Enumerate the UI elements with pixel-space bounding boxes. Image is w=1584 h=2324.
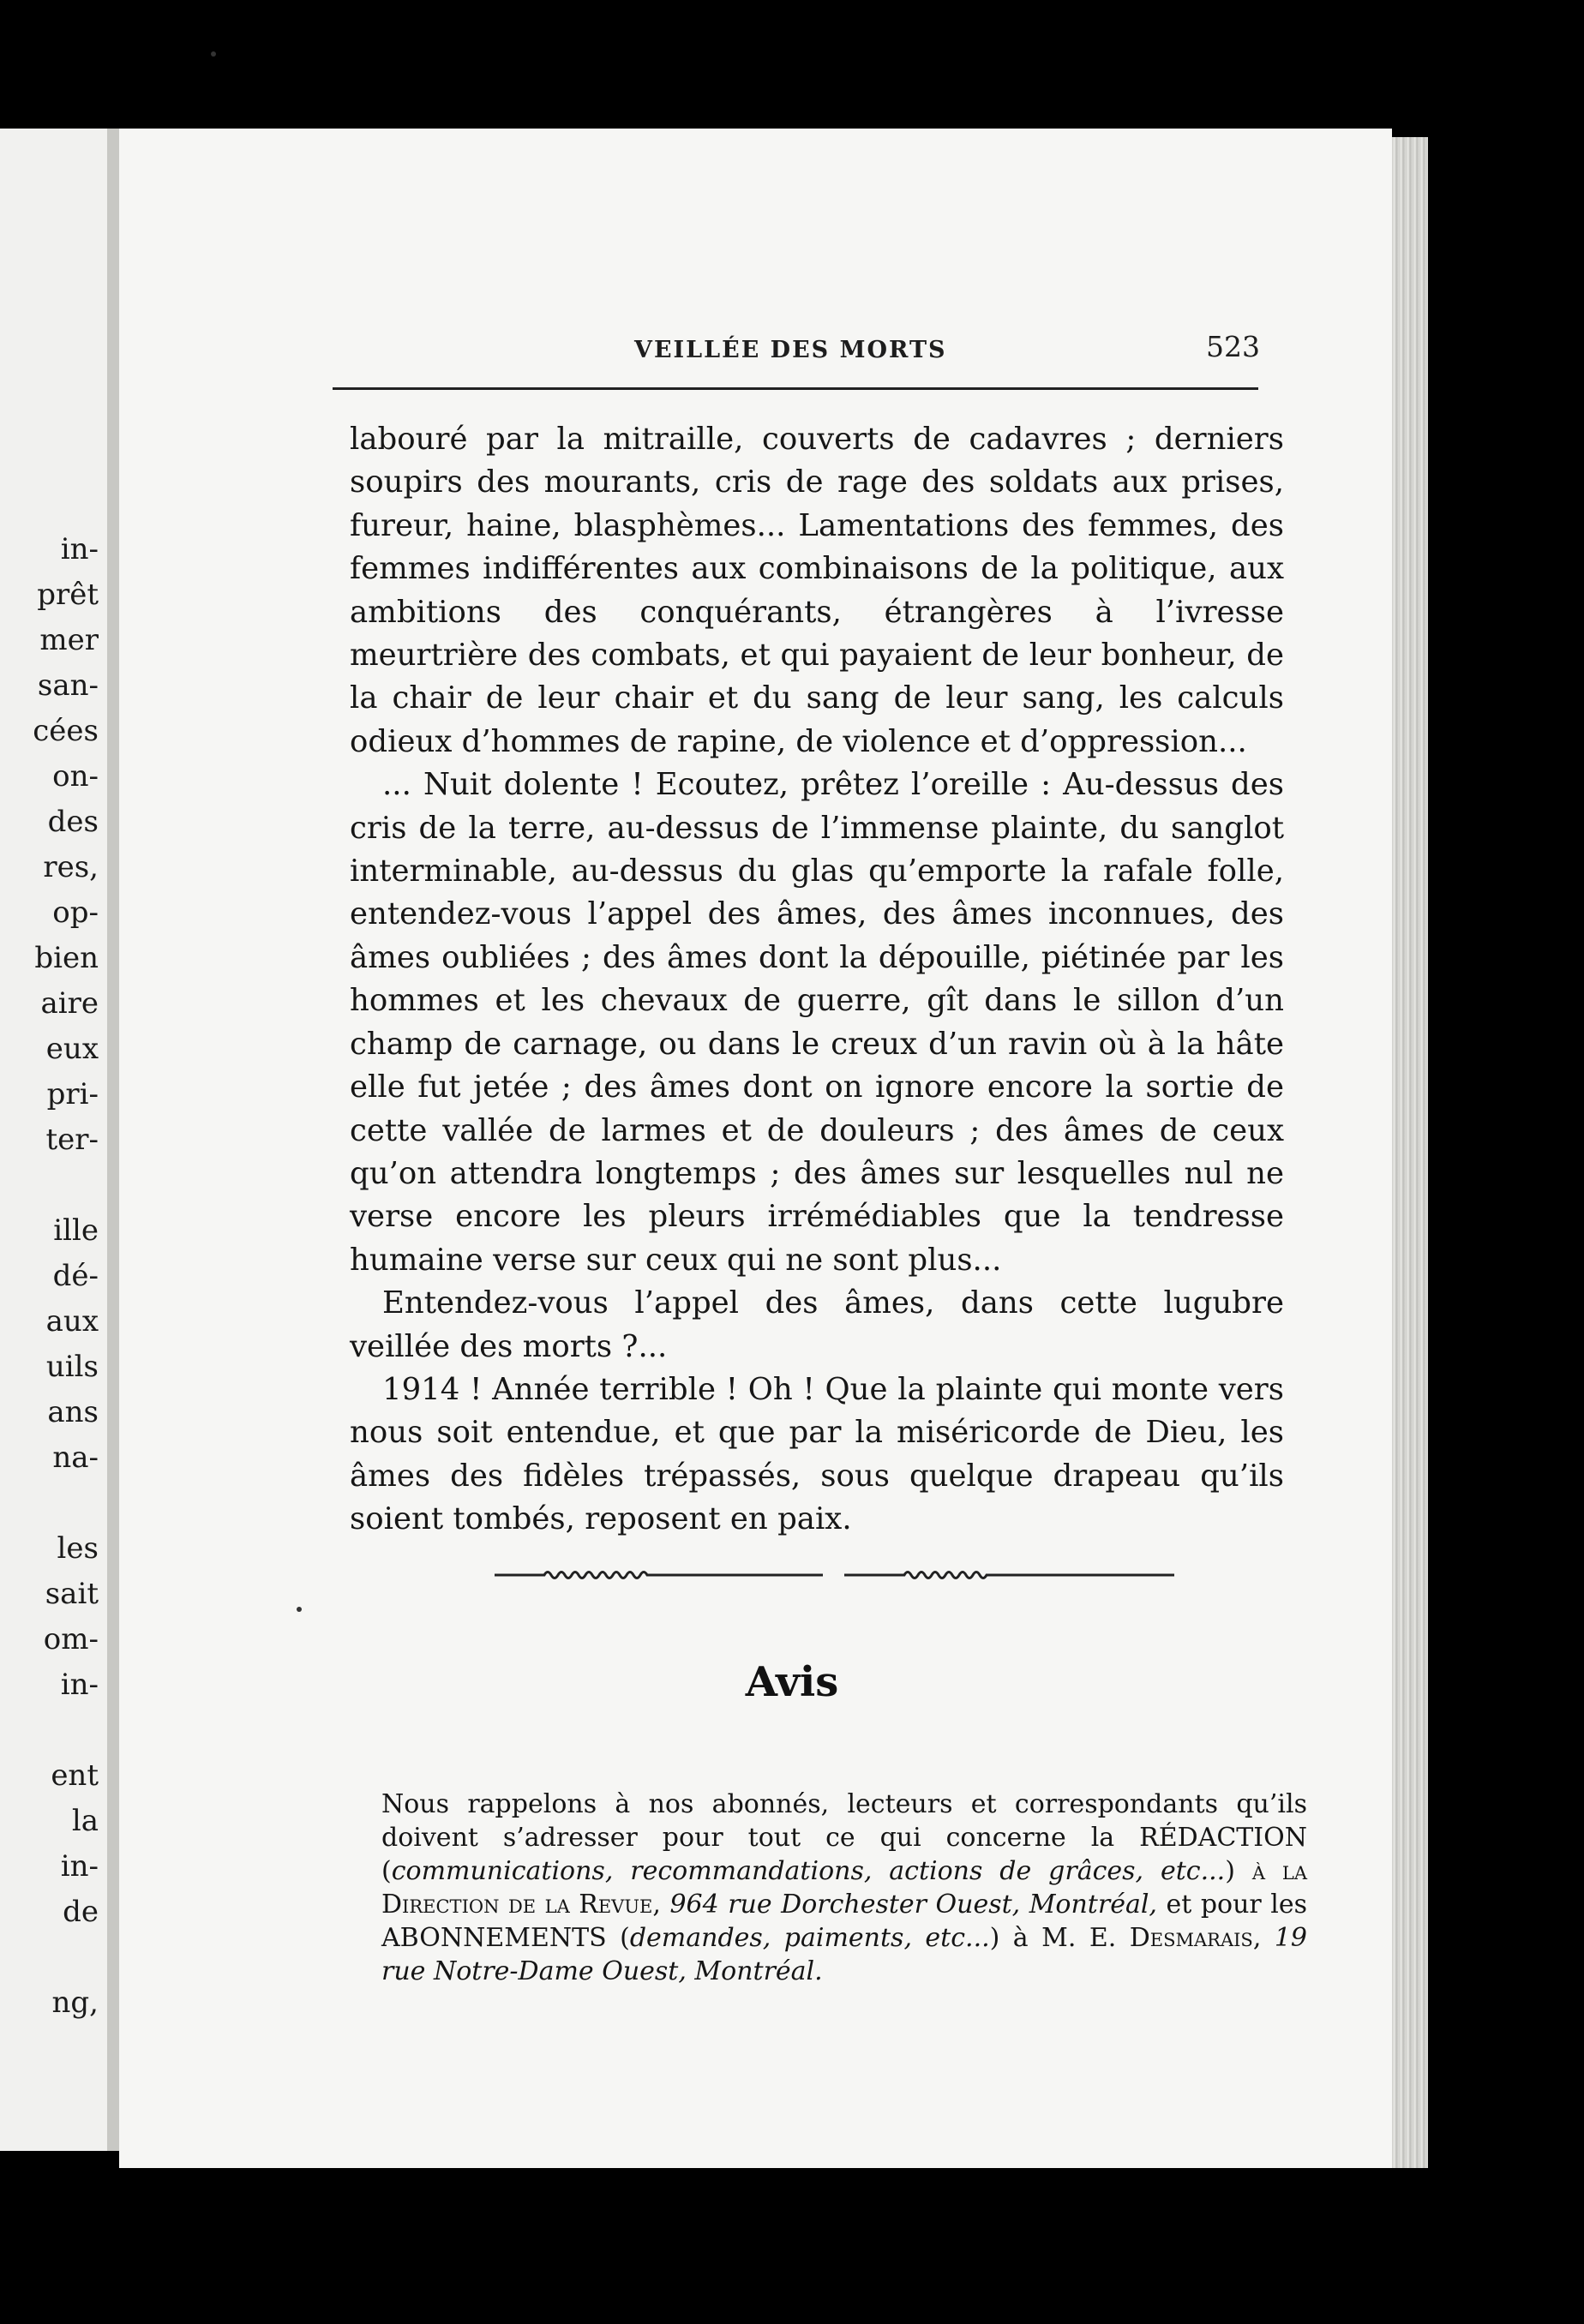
facing-page-fragment-line: mer	[39, 623, 99, 657]
facing-page-fragment-line: ent	[51, 1758, 99, 1793]
facing-page-fragment-line: aux	[45, 1304, 99, 1339]
notice-text: ) à M. E.	[989, 1923, 1130, 1953]
facing-page-fragment-line: om-	[43, 1622, 99, 1656]
article-body	[350, 418, 1284, 1542]
facing-page-fragment-line: prêt	[37, 578, 99, 612]
facing-page-fragment-line: eux	[45, 1032, 99, 1066]
facing-page-fragment-line: in-	[60, 1849, 99, 1884]
facing-page-fragment-line: pri-	[46, 1077, 99, 1111]
notice-paragraph	[381, 1788, 1307, 1988]
facing-page-fragment-line: de	[63, 1895, 99, 1929]
facing-page-fragment-line	[33, 1708, 99, 1753]
facing-page-fragment-line	[33, 1481, 99, 1526]
facing-page-fragment-line: in-	[60, 532, 99, 566]
notice-text: Nous rappelons à nos abonnés, lecteurs et correspondants qu’ils doivent s’adresser pour tout ce qui concerne la RÉDACTION (	[381, 1789, 1307, 1886]
notice-text	[661, 1890, 670, 1920]
paragraph: labouré par la mitraille, couverts de cadavres ; derniers soupirs des mourants, cris de rage des soldats aux prises, fureur, haine, blasphèmes... Lamentations des femmes, des femmes indifférentes aux combinaisons de la politique, aux ambitions des conquérants, étrangères à l’ivresse meurtrière des combats, et qui payaient de leur bonheur, de la chair de leur chair et du sang de leur sang, les calculs odieux d’hommes de rapine, de violence et d’oppression...	[350, 422, 1284, 759]
facing-page-fragment-line: des	[47, 805, 99, 839]
notice-italic: 19 rue Notre-Dame Ouest, Montréal.	[381, 1923, 1307, 1986]
notice-title: Avis	[745, 1658, 839, 1706]
facing-page-fragment-line: dé-	[52, 1259, 99, 1293]
facing-page-text-fragments	[33, 527, 99, 2026]
facing-page-fragment-line: la	[71, 1804, 99, 1838]
facing-page-fragment-line: in-	[60, 1668, 99, 1702]
paragraph: Entendez-vous l’appel des âmes, dans cette lugubre veillée des morts ?...	[350, 1285, 1284, 1364]
facing-page-fragment-line: ter-	[45, 1123, 99, 1157]
speck-mark	[211, 51, 216, 57]
running-title: VEILLÉE DES MORTS	[634, 337, 947, 363]
facing-page-fragment-line: res,	[43, 850, 99, 884]
notice-text: )	[1225, 1856, 1252, 1886]
notice-text: et pour les ABONNEMENTS (	[381, 1890, 1308, 1953]
facing-page-fragment-line: on-	[52, 759, 99, 794]
facing-page-fragment-line: les	[57, 1531, 99, 1566]
facing-page-fragment-line: uils	[45, 1350, 99, 1384]
facing-page-fragment-line: aire	[40, 986, 99, 1021]
notice-text	[1261, 1923, 1274, 1953]
facing-page-fragment	[0, 129, 107, 2151]
speck-mark	[297, 1607, 302, 1612]
page-number: 523	[1206, 330, 1260, 363]
page-edges	[1392, 137, 1428, 2168]
page-header	[330, 330, 1269, 381]
notice-smallcaps: Desmarais,	[1129, 1923, 1262, 1953]
notice-italic: 964 rue Dorchester Ouest, Montréal,	[669, 1890, 1157, 1920]
paragraph: 1914 ! Année terrible ! Oh ! Que la plainte qui monte vers nous soit entendue, et que par la miséricorde de Dieu, les âmes des fidèles trépassés, sous quelque drapeau qu’ils soient tombés, reposent en paix.	[350, 1371, 1284, 1537]
facing-page-fragment-line	[33, 1935, 99, 1980]
header-rule	[333, 387, 1258, 390]
notice-italic: communications, recommandations, actions de grâces, etc...	[391, 1856, 1226, 1886]
book-gutter	[107, 129, 119, 2151]
facing-page-fragment-line: bien	[34, 941, 99, 975]
facing-page-fragment-line	[33, 1163, 99, 1208]
facing-page-fragment-line: sait	[45, 1577, 99, 1611]
notice-smallcaps: à la Direction de la Revue,	[381, 1856, 1308, 1920]
notice-italic: demandes, paiments, etc...	[629, 1923, 990, 1953]
facing-page-fragment-line: ng,	[51, 1986, 99, 2020]
paragraph: ... Nuit dolente ! Ecoutez, prêtez l’oreille : Au-dessus des cris de la terre, au-dessus de l’immense plainte, du sanglot interminable, au-dessus du glas qu’emporte la rafale folle, entendez-vous l’appel des âmes, des âmes inconnues, des âmes oubliées ; des âmes dont la dépouille, piétinée par les hommes et les chevaux de guerre, gît dans le sillon d’un champ de carnage, ou dans le creux d’un ravin où à la hâte elle fut jetée ; des âmes dont on ignore encore la sortie de cette vallée de larmes et de douleurs ; des âmes de ceux qu’on attendra longtemps ; des âmes sur lesquelles nul ne verse encore les pleurs irrémédiables que la tendresse humaine verse sur ceux qui ne sont plus...	[350, 767, 1284, 1278]
facing-page-fragment-line: ille	[53, 1213, 99, 1248]
facing-page-fragment-line: ans	[47, 1395, 99, 1429]
facing-page-fragment-line: san-	[37, 668, 99, 703]
facing-page-fragment-line: cées	[33, 714, 99, 748]
facing-page-fragment-line: op-	[52, 895, 99, 930]
facing-page-fragment-line: na-	[52, 1441, 99, 1475]
wavy-divider-ornament	[493, 1562, 1179, 1588]
